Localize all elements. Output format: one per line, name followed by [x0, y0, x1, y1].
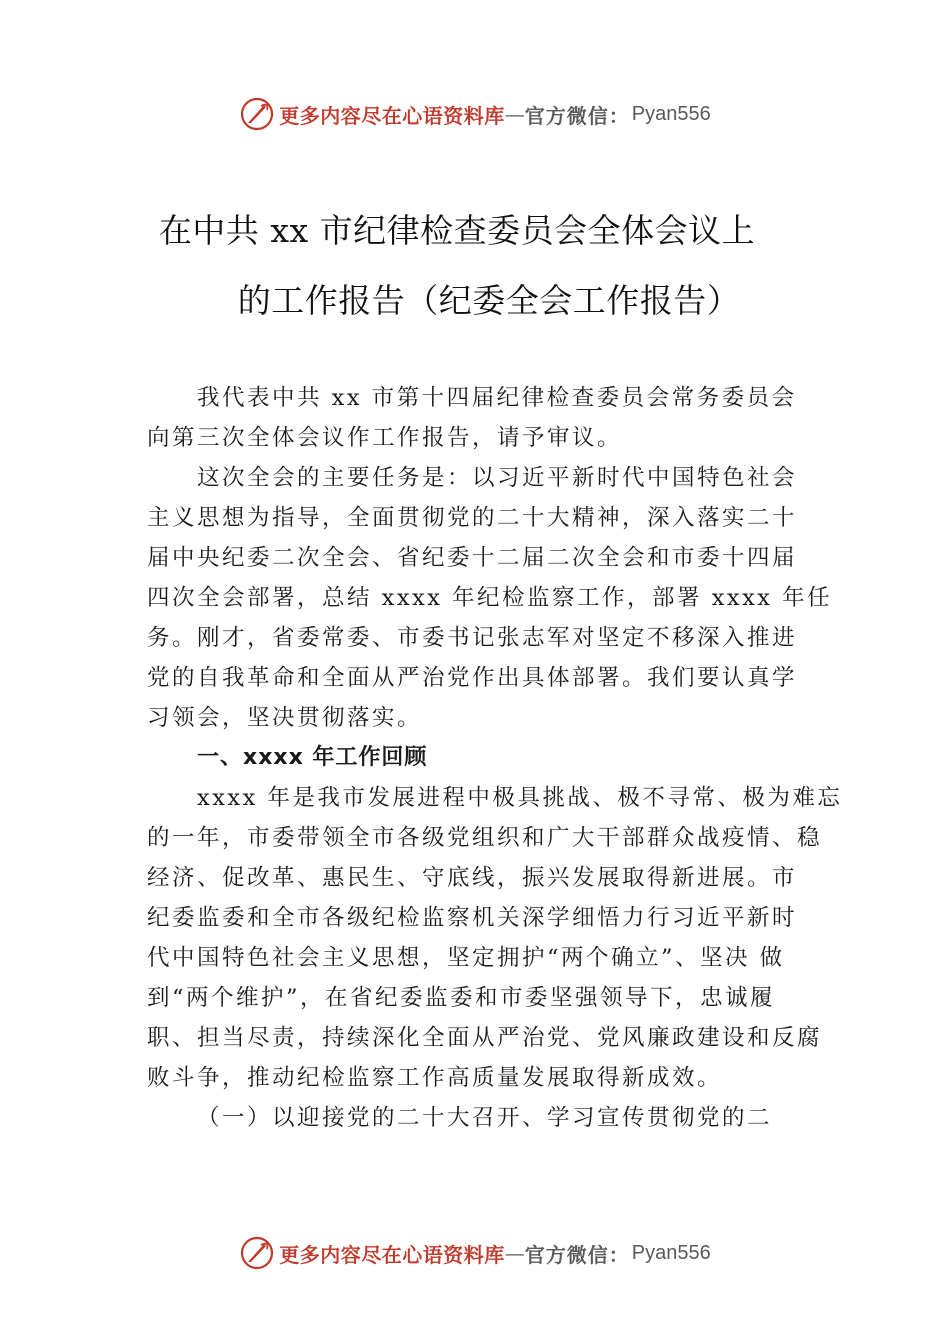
quill-logo-icon [239, 96, 275, 132]
banner-library-text: 更多内容尽在心语资料库 [279, 1242, 505, 1267]
watermark-banner-top [0, 94, 950, 134]
banner-wechat-label: 官方微信： [524, 1242, 630, 1267]
document-title-line-1: 在中共 xx 市纪律检查委员会全体会议上 [158, 211, 756, 250]
subsection-heading: （一）以迎接党的二十大召开、学习宣传贯彻党的二 [197, 1105, 773, 1131]
body-line: 到“两个维护”，在省纪委监委和市委坚强领导下，忠诚履 [147, 985, 776, 1011]
body-line: 习领会，坚决贯彻落实。 [147, 705, 423, 731]
body-line: 的一年，市委带领全市各级党组织和广大干部群众战疫情、稳 [147, 825, 823, 851]
section-heading: 一、xxxx 年工作回顾 [197, 745, 428, 770]
body-line: 这次全会的主要任务是：以习近平新时代中国特色社会 [197, 465, 798, 491]
quill-logo-icon [239, 1235, 275, 1271]
body-line: 经济、促改革、惠民生、守底线，振兴发展取得新进展。市 [147, 865, 798, 891]
banner-wechat-id: Pyan556 [631, 102, 711, 125]
body-line: 职、担当尽责，持续深化全面从严治党、党风廉政建设和反腐 [147, 1025, 823, 1051]
document-title-line-2: 的工作报告（纪委全会工作报告） [237, 281, 741, 320]
document-body [147, 378, 843, 1138]
body-line: 主义思想为指导，全面贯彻党的二十大精神，深入落实二十 [147, 505, 798, 531]
body-line: 务。刚才，省委常委、市委书记张志军对坚定不移深入推进 [147, 625, 798, 651]
body-line: xxxx 年是我市发展进程中极具挑战、极不寻常、极为难忘 [197, 785, 843, 811]
banner-wechat-id: Pyan556 [631, 1241, 711, 1264]
body-line: 纪委监委和全市各级纪检监察机关深学细悟力行习近平新时 [147, 905, 798, 931]
body-line: 届中央纪委二次全会、省纪委十二届二次全会和市委十四届 [147, 545, 798, 571]
body-line: 代中国特色社会主义思想，坚定拥护“两个确立”、坚决 做 [147, 945, 785, 971]
body-line: 四次全会部署，总结 xxxx 年纪检监察工作，部署 xxxx 年任 [147, 585, 833, 611]
banner-wechat-label: 官方微信： [524, 103, 630, 128]
body-line: 党的自我革命和全面从严治党作出具体部署。我们要认真学 [147, 665, 798, 691]
body-line: 向第三次全体会议作工作报告，请予审议。 [147, 425, 623, 451]
body-line: 败斗争，推动纪检监察工作高质量发展取得新成效。 [147, 1065, 723, 1091]
banner-library-text: 更多内容尽在心语资料库 [279, 103, 505, 128]
banner-dash: — [504, 102, 525, 126]
watermark-banner-bottom [0, 1233, 950, 1273]
body-line: 我代表中共 xx 市第十四届纪律检查委员会常务委员会 [197, 385, 797, 411]
banner-dash: — [504, 1241, 525, 1265]
